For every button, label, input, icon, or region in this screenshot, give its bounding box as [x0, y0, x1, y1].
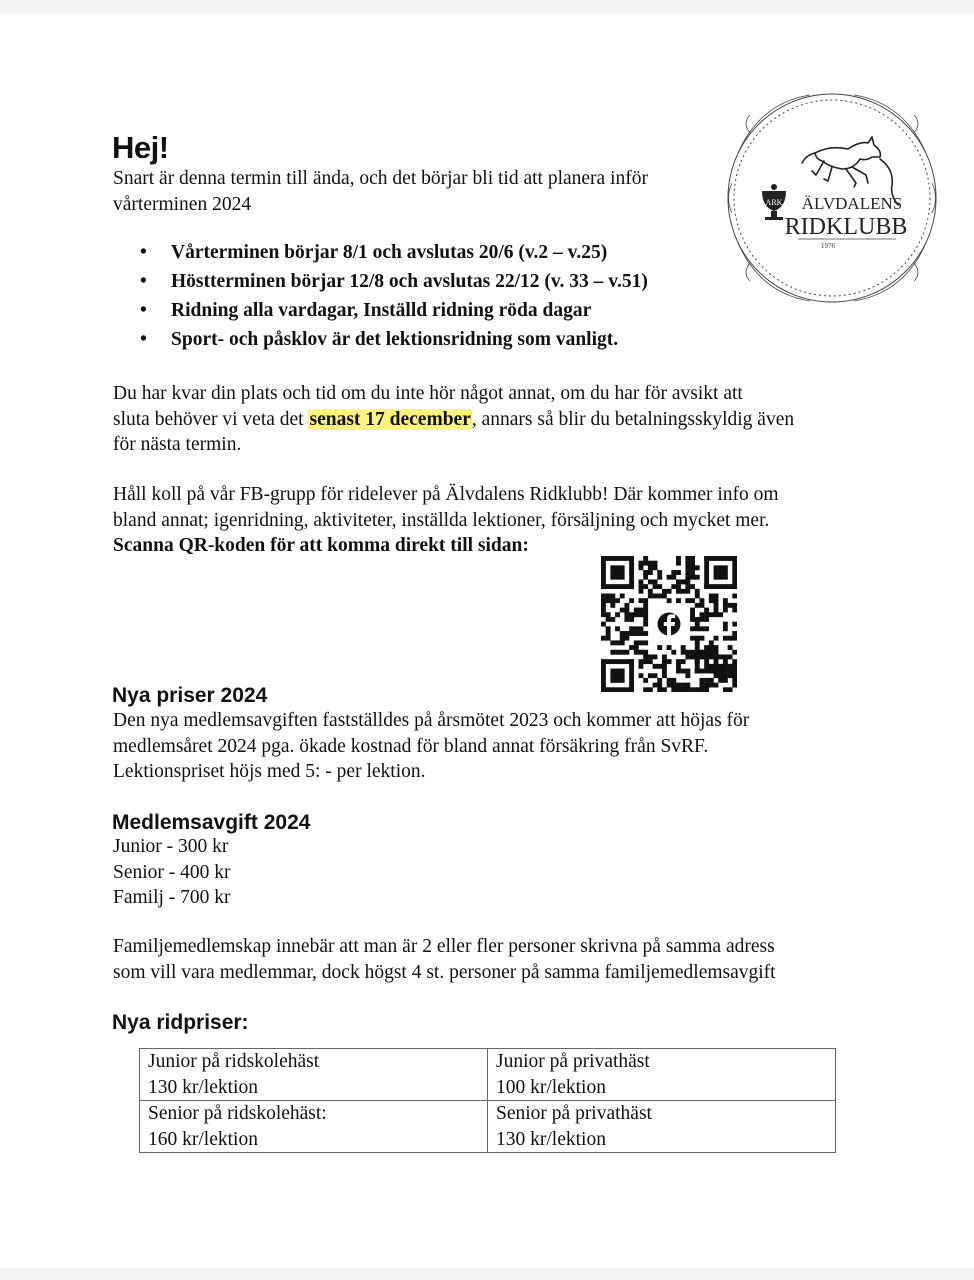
family-line: Familjemedlemskap innebär att man är 2 eller fler personer skrivna på samma adress — [113, 936, 775, 957]
prices-paragraph — [113, 708, 749, 785]
fb-line: bland annat; igenridning, aktiviteter, inställda lektioner, försäljning och mycket mer. — [113, 509, 770, 531]
logo-year: 1976 — [821, 242, 835, 250]
table-row — [140, 1101, 836, 1153]
list-item: • Vårterminen börjar 8/1 och avslutas 20/6 (v.2 – v.25) — [113, 238, 648, 267]
list-item: • Ridning alla vardagar, Inställd ridning röda dagar — [113, 296, 648, 325]
cell-label: Senior på privathäst — [496, 1103, 652, 1124]
club-logo — [720, 83, 945, 313]
list-item: Familj - 700 kr — [113, 887, 231, 908]
fb-paragraph — [113, 482, 779, 559]
family-line: som vill vara medlemmar, dock högst 4 st. personer på samma familjemedlemsavgift — [113, 961, 776, 983]
cell-price: 160 kr/lektion — [148, 1128, 258, 1150]
ride-prices-table — [139, 1048, 836, 1153]
prices-line: Lektionspriset höjs med 5: - per lektion. — [113, 761, 426, 782]
list-item: • Sport- och påsklov är det lektionsridning som vanligt. — [113, 325, 648, 354]
logo-name-top: ÄLVDALENS — [801, 194, 903, 213]
notice-text: , annars så blir du betalningsskyldig även — [471, 408, 795, 430]
cell-price: 130 kr/lektion — [148, 1076, 258, 1098]
table-cell — [488, 1049, 836, 1101]
greeting-title: Hej! — [112, 130, 169, 165]
prices-line: medlemsåret 2024 pga. ökade kostnad för bland annat försäkring från SvRF. — [113, 735, 709, 757]
list-item: • Höstterminen börjar 12/8 och avslutas 22/12 (v. 33 – v.51) — [113, 267, 648, 296]
table-cell — [140, 1101, 488, 1153]
notice-line — [113, 407, 794, 433]
qr-code[interactable] — [601, 556, 737, 692]
table-cell — [140, 1049, 488, 1101]
cell-label: Junior på privathäst — [496, 1051, 650, 1072]
document-page — [0, 14, 974, 1268]
table-row — [140, 1049, 836, 1101]
notice-text: sluta behöver vi veta det — [113, 408, 309, 430]
cell-price: 100 kr/lektion — [496, 1076, 606, 1098]
cell-label: Junior på ridskolehäst — [148, 1051, 320, 1072]
deadline-highlight: senast 17 december — [309, 408, 471, 430]
ride-prices-heading: Nya ridpriser: — [112, 1011, 249, 1034]
notice-paragraph — [113, 381, 794, 458]
family-paragraph — [113, 934, 776, 985]
facebook-icon — [655, 610, 683, 638]
greeting-intro-line: vårterminen 2024 — [113, 193, 252, 215]
qr-prompt: Scanna QR-koden för att komma direkt till sidan: — [113, 535, 529, 556]
greeting-intro — [113, 166, 648, 217]
list-item: Senior - 400 kr — [113, 861, 231, 883]
fb-line: Håll koll på vår FB-grupp för ridelever på Älvdalens Ridklubb! Där kommer info om — [113, 484, 779, 505]
notice-line: för nästa termin. — [113, 434, 242, 455]
list-item: Junior - 300 kr — [113, 836, 229, 857]
logo-badge-text: ARK — [765, 198, 783, 207]
table-cell — [488, 1101, 836, 1153]
cell-price: 130 kr/lektion — [496, 1128, 606, 1150]
term-bullet-list — [113, 238, 648, 354]
greeting-intro-line: Snart är denna termin till ända, och det börjar bli tid att planera inför — [113, 168, 648, 189]
cell-label: Senior på ridskolehäst: — [148, 1103, 327, 1124]
membership-heading: Medlemsavgift 2024 — [112, 811, 311, 834]
notice-line: Du har kvar din plats och tid om du inte hör något annat, om du har för avsikt att — [113, 383, 743, 404]
logo-name-bottom: RIDKLUBB — [784, 214, 908, 240]
prices-line: Den nya medlemsavgiften fastställdes på årsmötet 2023 och kommer att höjas för — [113, 710, 750, 731]
membership-list — [113, 834, 231, 911]
prices-heading: Nya priser 2024 — [112, 684, 268, 707]
